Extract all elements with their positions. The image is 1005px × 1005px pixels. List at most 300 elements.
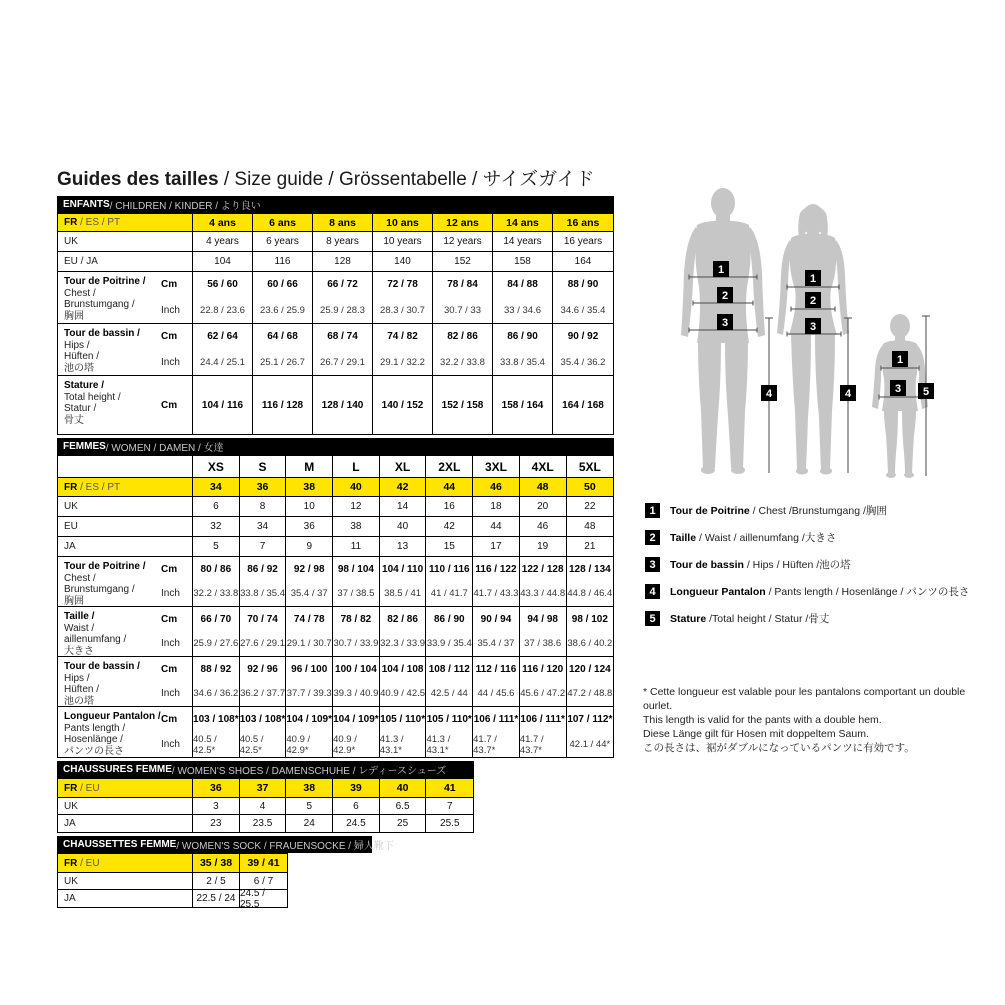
inch-value: 30.7 / 33: [444, 304, 481, 316]
cm-value: 90 / 94: [480, 613, 512, 625]
legend-number-badge: 4: [645, 584, 660, 599]
size-value-cell: 22.5 / 24: [193, 890, 240, 907]
measure-value-cell: [333, 707, 380, 757]
measure-value-cell: [433, 324, 493, 375]
measure-label-line: Brunstumgang /: [64, 299, 135, 310]
legend-number-badge: 1: [645, 503, 660, 518]
size-value-cell: 46: [520, 517, 567, 536]
size-value-cell: XS: [193, 456, 240, 477]
size-value-cell: 4 ans: [193, 214, 253, 231]
measurement-legend: [645, 503, 969, 638]
row-label-fr: UK: [64, 875, 78, 887]
inch-value: 37.7 / 39.3: [286, 688, 332, 700]
size-value-cell: 12 ans: [433, 214, 493, 231]
cm-value: 104 / 109*: [333, 714, 379, 725]
measure-value-cell: [553, 272, 613, 323]
measure-label-line: 大きさ: [64, 645, 94, 657]
size-value-cell: 23: [193, 815, 240, 832]
inch-value: 22.8 / 23.6: [200, 304, 245, 316]
cm-value: 78 / 84: [447, 279, 478, 291]
inch-value: 42.5 / 44: [430, 688, 468, 700]
measure-value-cell: [193, 272, 253, 323]
row-label-fr: JA: [64, 893, 76, 904]
inch-value: 41 / 41.7: [430, 588, 468, 600]
inch-value: 40.5 / 42.5*: [193, 733, 217, 756]
measure-value-cell: [520, 657, 567, 706]
table-row: [58, 376, 613, 434]
measure-value-cell: [193, 376, 253, 434]
measure-label-line: Hosenlänge /: [64, 734, 123, 745]
unit-label: Inch: [161, 304, 180, 316]
row-label: [58, 232, 193, 251]
measure-row-label: [58, 607, 193, 656]
inch-value: 35.4 / 36.2: [560, 356, 606, 368]
table-title-other-languages: / WOMEN'S SHOES / DAMENSCHUHE / レディースシューズ: [171, 766, 447, 777]
size-value-cell: 14: [380, 497, 427, 516]
body-silhouettes-figure: [645, 183, 975, 488]
measure-value-cell: [426, 657, 473, 706]
badge-number: 4: [765, 388, 773, 400]
cm-value: 82 / 86: [447, 331, 478, 343]
unit-labels: [161, 557, 187, 606]
table-title-fr: CHAUSSURES FEMME: [63, 764, 172, 775]
cm-value: 60 / 66: [267, 279, 298, 291]
legend-label: [670, 611, 829, 626]
measure-value-cell: [433, 376, 493, 434]
legend-item: [645, 611, 969, 626]
cm-value: 86 / 90: [433, 613, 465, 625]
cm-value: 86 / 90: [507, 331, 538, 343]
row-label: [58, 214, 193, 231]
measure-label-line: Brunstumgang /: [64, 584, 135, 595]
inch-value: 40.5 / 42.5*: [239, 733, 264, 756]
inch-value: 29.1 / 32.2: [380, 356, 425, 368]
size-value-cell: 13: [380, 537, 427, 556]
size-value-cell: 9: [286, 537, 333, 556]
inch-value: 38.5 / 41: [384, 588, 422, 600]
legend-number-badge: 2: [645, 530, 660, 545]
size-value-cell: 46: [473, 478, 520, 496]
measure-label-line: Hüften /: [64, 351, 100, 362]
table-row: [58, 497, 613, 517]
size-value-cell: 24.5: [333, 815, 380, 832]
inch-value: 28.3 / 30.7: [380, 304, 425, 316]
cm-value: 94 / 98: [527, 613, 558, 625]
size-value-cell: 34: [240, 517, 287, 536]
inch-value: 40.9 / 42.9*: [333, 733, 357, 756]
size-value-cell: 8 years: [313, 232, 373, 251]
size-tables-column: [57, 196, 614, 911]
legend-label-fr: Taille: [670, 532, 697, 544]
row-label: [58, 815, 193, 832]
row-label-fr: FR: [64, 481, 78, 493]
table-row: [58, 252, 613, 272]
cm-value: 112 / 116: [475, 663, 517, 675]
inch-value: 32.2 / 33.8: [440, 356, 485, 368]
size-value-cell: 5XL: [578, 459, 601, 474]
cm-value: 86 / 92: [247, 563, 278, 575]
legend-number-badge: 3: [645, 557, 660, 572]
badge-number: 1: [809, 273, 817, 285]
inch-value: 25.9 / 27.6: [193, 638, 239, 650]
inch-value: 35.4 / 37: [290, 588, 328, 600]
measure-row-label: [58, 557, 193, 606]
unit-label: Cm: [161, 663, 178, 675]
cm-value: 108 / 112: [428, 663, 470, 675]
size-value-cell: 23.5: [240, 815, 287, 832]
cm-value: 66 / 72: [327, 279, 358, 291]
size-value-cell: 10 years: [373, 232, 433, 251]
measure-label-line: Stature /: [64, 380, 105, 391]
row-label: [58, 517, 193, 536]
inch-value: 41.7 / 43.3: [473, 588, 519, 600]
size-value-cell: 42: [426, 517, 473, 536]
measure-value-cell: [240, 557, 287, 606]
inch-value: 33.9 / 35.4: [426, 638, 472, 650]
cm-value: 128 / 140: [321, 399, 364, 411]
row-label-fr: UK: [64, 501, 78, 512]
measure-value-cell: [473, 607, 520, 656]
unit-label: Cm: [161, 399, 178, 411]
measure-value-cell: [426, 557, 473, 606]
size-value-cell: 6 years: [253, 232, 313, 251]
measure-value-cell: [426, 607, 473, 656]
cm-value: 70 / 74: [247, 613, 278, 625]
row-label: [58, 798, 193, 814]
size-value-cell: 17: [473, 537, 520, 556]
measure-value-cell: [380, 557, 427, 606]
inch-value: 25.1 / 26.7: [260, 356, 305, 368]
inch-value: 32.2 / 33.8: [193, 588, 239, 600]
size-value-cell: 25: [380, 815, 427, 832]
cm-value: 98 / 102: [571, 613, 608, 625]
table-row: [58, 517, 613, 537]
row-label-fr: EU: [64, 521, 78, 532]
size-value-cell: 8 ans: [313, 214, 373, 231]
measure-label-line: Chest /: [64, 287, 96, 299]
legend-label-other-languages: / Hips / Hüften /池の塔: [743, 559, 851, 571]
cm-value: 116 / 120: [522, 663, 564, 675]
size-table-chaussures-femme: [57, 761, 614, 833]
cm-value: 116 / 128: [261, 399, 304, 411]
inch-value: 41.3 / 43.1*: [379, 733, 404, 756]
cm-value: 152 / 158: [441, 399, 484, 411]
size-value-cell: 44: [426, 478, 473, 496]
inch-value: 34.6 / 35.4: [560, 304, 606, 316]
size-value-cell: 104: [193, 252, 253, 271]
cm-value: 88 / 90: [567, 279, 599, 291]
measure-value-cell: [286, 557, 333, 606]
row-label-rest: / ES / PT: [77, 481, 121, 493]
size-value-cell: 3: [193, 798, 240, 814]
size-value-cell: 6.5: [380, 798, 427, 814]
cm-value: 98 / 104: [337, 563, 374, 575]
size-value-cell: 25.5: [440, 818, 460, 829]
size-table-body: [57, 455, 614, 758]
legend-item: [645, 584, 969, 599]
cm-value: 84 / 88: [507, 279, 538, 291]
man-silhouette: [681, 188, 765, 474]
table-row: [58, 557, 613, 607]
legend-label-fr: Stature: [670, 613, 707, 625]
cm-value: 107 / 112*: [567, 714, 613, 725]
unit-label: Inch: [161, 588, 180, 600]
measure-label-line: Statur /: [64, 403, 97, 414]
size-value-cell: 5: [193, 537, 240, 556]
unit-label: Inch: [161, 638, 180, 650]
cm-value: 80 / 86: [200, 563, 232, 575]
measure-label-line: Tour de bassin /: [64, 661, 140, 672]
cm-value: 82 / 86: [387, 613, 418, 625]
row-label-fr: JA: [64, 818, 76, 829]
inch-value: 39.3 / 40.9: [333, 688, 379, 700]
table-title-other-languages: / CHILDREN / KINDER / より良い: [109, 201, 261, 212]
badge-number: 3: [809, 321, 817, 333]
measure-value-cell: [313, 324, 373, 375]
measure-label-line: 胸囲: [64, 595, 84, 607]
measure-value-cell: [567, 557, 614, 606]
cm-value: 158 / 164: [501, 399, 544, 411]
size-value-cell: 16 years: [563, 236, 603, 247]
inch-value: 41.7 / 43.7*: [519, 733, 544, 756]
table-title-fr: CHAUSSETTES FEMME: [63, 839, 177, 850]
inch-value: 44 / 45.6: [477, 688, 515, 700]
size-value-cell: 48: [520, 478, 567, 496]
cm-value: 92 / 98: [293, 563, 325, 575]
cm-value: 56 / 60: [207, 279, 238, 291]
cm-value: 104 / 108: [381, 663, 424, 675]
unit-labels: [161, 324, 187, 375]
inch-value: 41.3 / 43.1*: [426, 733, 451, 756]
measure-value-cell: [520, 607, 567, 656]
legend-number-badge: 5: [645, 611, 660, 626]
cm-value: 78 / 82: [340, 613, 372, 625]
inch-value: 45.6 / 47.2: [520, 688, 566, 700]
inch-value: 38.6 / 40.2: [567, 638, 613, 650]
inch-value: 33.8 / 35.4: [240, 588, 285, 600]
measure-row-label: [58, 324, 193, 375]
measure-label-line: Longueur Pantalon /: [64, 711, 161, 722]
badge-number: 2: [809, 295, 817, 307]
page-title-other-languages: / Size guide / Grössentabelle / サイズガイド: [218, 169, 595, 190]
size-value-cell: 6: [193, 497, 240, 516]
page-title: [57, 164, 595, 191]
size-value-cell: 40: [380, 779, 427, 797]
size-value-cell: 14 years: [493, 232, 553, 251]
measure-row-label: [58, 657, 193, 706]
legend-label-fr: Tour de Poitrine: [670, 505, 750, 517]
size-value-cell: 4 years: [193, 232, 253, 251]
measure-value-cell: [313, 376, 373, 434]
cm-value: 92 / 96: [247, 663, 278, 675]
size-value-cell: M: [286, 456, 333, 477]
row-label-rest: / EU: [77, 782, 100, 794]
measure-value-cell: [253, 272, 313, 323]
size-value-cell: 35 / 38: [193, 854, 240, 872]
measure-value-cell: [253, 376, 313, 434]
size-value-cell: XL: [380, 456, 427, 477]
row-label: [58, 890, 193, 907]
measure-value-cell: [433, 272, 493, 323]
measure-value-cell: [473, 557, 520, 606]
measure-value-cell: [373, 272, 433, 323]
inch-value: 35.4 / 37: [477, 638, 515, 650]
cm-value: 72 / 78: [387, 279, 418, 291]
size-value-cell: 39: [333, 779, 380, 797]
table-row: [58, 798, 473, 815]
size-value-cell: 15: [426, 537, 473, 556]
unit-labels: [161, 707, 187, 757]
size-value-cell: 41: [443, 782, 456, 794]
size-value-cell: 8: [240, 497, 287, 516]
measure-label-line: Tour de Poitrine /: [64, 276, 146, 287]
unit-label: Cm: [161, 279, 178, 291]
measure-value-cell: [520, 707, 567, 757]
measure-value-cell: [193, 557, 240, 606]
table-title-other-languages: / WOMEN / DAMEN / 女達: [105, 443, 224, 454]
legend-label-other-languages: / Chest /Brunstumgang /胸囲: [749, 505, 887, 517]
legend-label-other-languages: / Waist / aillenumfang /大きさ: [696, 532, 837, 544]
legend-label-fr: Tour de bassin: [670, 559, 744, 571]
unit-label: Inch: [161, 739, 180, 750]
measure-value-cell: [567, 607, 614, 656]
table-row: [58, 657, 613, 707]
cm-value: 62 / 64: [207, 331, 238, 343]
measure-value-cell: [193, 707, 240, 757]
badge-number: 3: [894, 383, 902, 395]
badge-number: 3: [721, 317, 729, 329]
row-label: [58, 497, 193, 516]
size-value-cell: 18: [473, 497, 520, 516]
inch-value: 33.8 / 35.4: [500, 356, 545, 368]
measure-value-cell: [193, 657, 240, 706]
footnote-line: * Cette longueur est valable pour les pantalons comportant un double ourlet.: [643, 686, 966, 712]
size-value-cell: 10 ans: [373, 214, 433, 231]
cm-value: 103 / 108*: [193, 714, 239, 725]
cm-value: 100 / 104: [335, 663, 377, 675]
cm-value: 74 / 78: [293, 613, 325, 625]
inch-value: 24.4 / 25.1: [200, 356, 245, 368]
legend-item: [645, 503, 969, 518]
table-header-bar: [57, 836, 394, 853]
size-value-cell: 16 ans: [566, 216, 600, 229]
table-title-other-languages: / WOMEN'S SOCK / FRAUENSOCKE / 婦人靴下: [176, 841, 394, 852]
legend-label: [670, 530, 836, 545]
size-value-cell: 42: [380, 478, 427, 496]
measure-value-cell: [286, 707, 333, 757]
measure-value-cell: [313, 272, 373, 323]
table-header-bar: [57, 438, 614, 455]
measure-value-cell: [240, 607, 287, 656]
row-label: [58, 252, 193, 271]
size-value-cell: 12 years: [433, 232, 493, 251]
size-value-cell: 32: [193, 517, 240, 536]
measure-value-cell: [567, 707, 614, 757]
inch-value: 37 / 38.6: [524, 638, 562, 650]
size-value-cell: 37: [240, 779, 287, 797]
measure-value-cell: [553, 324, 613, 375]
table-row: [58, 815, 473, 832]
row-label: [58, 873, 193, 889]
size-value-cell: 48: [584, 521, 596, 532]
unit-label: Cm: [161, 331, 178, 343]
cm-value: 68 / 74: [327, 331, 358, 343]
inch-value: 40.9 / 42.5: [380, 688, 426, 700]
inch-value: 32.3 / 33.9: [380, 638, 426, 650]
unit-label: Cm: [161, 714, 178, 725]
size-value-cell: L: [333, 456, 380, 477]
size-value-cell: 40: [380, 517, 427, 536]
unit-label: Cm: [161, 563, 178, 575]
unit-labels: [161, 272, 187, 323]
row-label-fr: UK: [64, 236, 78, 247]
badge-number: 5: [922, 386, 930, 398]
legend-item: [645, 530, 969, 545]
cm-value: 128 / 134: [568, 563, 611, 575]
row-label-fr: JA: [64, 541, 76, 552]
inch-value: 40.9 / 42.9*: [286, 733, 311, 756]
inch-value: 29.1 / 30.7: [286, 638, 332, 650]
row-label-fr: FR: [64, 217, 78, 228]
size-value-cell: 16: [426, 497, 473, 516]
size-value-cell: 2 / 5: [193, 873, 240, 889]
size-table-femmes: [57, 438, 614, 758]
measure-value-cell: [333, 557, 380, 606]
size-value-cell: 14 ans: [493, 214, 553, 231]
size-table-body: [57, 778, 474, 833]
cm-value: 66 / 70: [200, 613, 232, 625]
inch-value: 37 / 38.5: [337, 588, 375, 600]
row-label: [58, 779, 193, 797]
legend-item: [645, 557, 969, 572]
measure-label-line: Total height /: [64, 391, 121, 403]
row-label: [58, 537, 193, 556]
cm-value: 64 / 68: [267, 331, 298, 343]
row-label-fr: FR: [64, 857, 78, 869]
inch-value: 25.9 / 28.3: [320, 304, 365, 316]
size-value-cell: 21: [584, 541, 596, 552]
size-value-cell: 22: [584, 501, 596, 512]
size-value-cell: 40: [333, 478, 380, 496]
row-label-fr: EU / JA: [64, 256, 98, 267]
table-row: [58, 537, 613, 557]
measure-value-cell: [193, 607, 240, 656]
inch-value: 23.6 / 25.9: [260, 304, 305, 316]
cm-value: 140 / 152: [381, 399, 424, 411]
size-value-cell: 6 / 7: [253, 875, 274, 887]
size-value-cell: 44: [473, 517, 520, 536]
cm-value: 104 / 116: [201, 399, 244, 411]
measure-value-cell: [380, 707, 427, 757]
cm-value: 106 / 111*: [473, 714, 519, 725]
measure-value-cell: [373, 376, 433, 434]
inch-value: 26.7 / 29.1: [320, 356, 365, 368]
measure-label-line: Hips /: [64, 339, 90, 351]
measure-label-line: Chest /: [64, 572, 96, 584]
legend-label: [670, 503, 887, 518]
size-table-enfants: [57, 196, 614, 435]
size-value-cell: 2XL: [426, 456, 473, 477]
unit-labels: [161, 376, 187, 434]
measure-label-line: Hips /: [64, 672, 90, 684]
measure-value-cell: [426, 707, 473, 757]
pants-length-footnote: [643, 685, 988, 755]
size-value-cell: 12: [333, 497, 380, 516]
measure-value-cell: [373, 324, 433, 375]
table-header-bar: [57, 196, 614, 213]
measure-label-line: aillenumfang /: [64, 634, 127, 645]
measure-value-cell: [253, 324, 313, 375]
